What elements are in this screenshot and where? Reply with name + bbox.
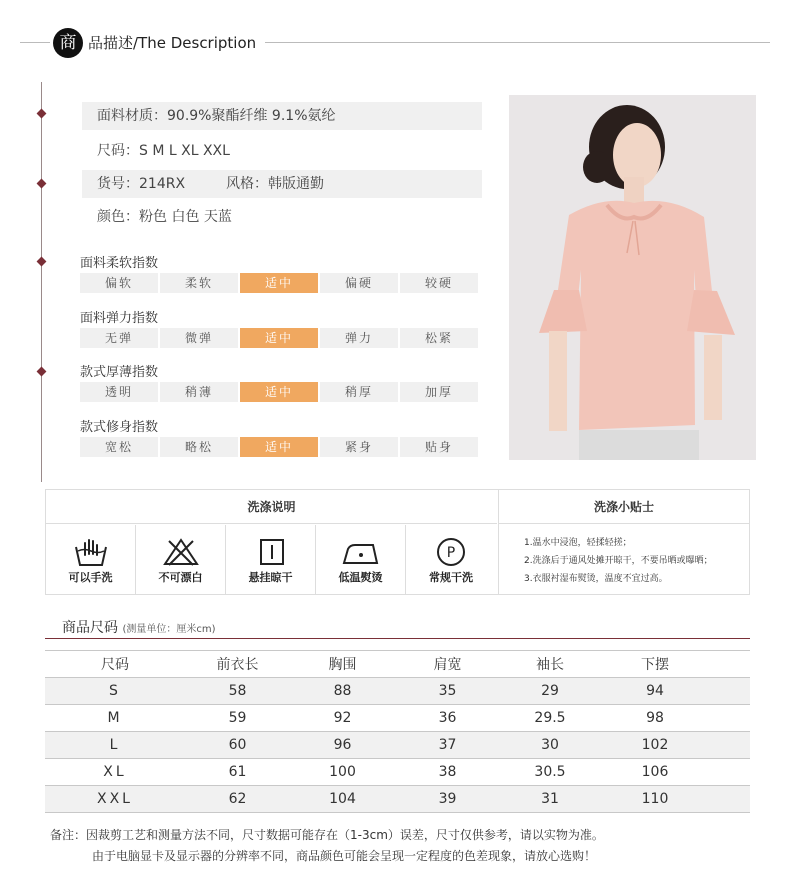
- table-cell: 61: [185, 759, 290, 786]
- info-colors: 颜色：粉色 白色 天蓝: [97, 209, 232, 225]
- table-row: [45, 678, 750, 705]
- index-option: 柔软: [160, 273, 238, 293]
- table-cell: 58: [185, 678, 290, 705]
- wash-label: 低温熨烫: [338, 571, 383, 584]
- table-cell: 106: [600, 759, 710, 786]
- timeline-dot: [37, 109, 47, 119]
- table-cell: 110: [600, 786, 710, 813]
- timeline-dot: [37, 257, 47, 267]
- wash-tip: 1.温水中浸泡，轻揉轻搓；: [524, 538, 632, 548]
- table-pad-cell: [710, 651, 750, 678]
- wash-label: 不可漂白: [158, 571, 203, 584]
- table-cell: 29.5: [500, 705, 600, 732]
- wash-divider: [498, 490, 499, 594]
- wash-item: [226, 525, 316, 594]
- wash-tip: 3.衣服衬湿布熨烫，温度不宜过高。: [524, 574, 668, 584]
- index-option: 无弹: [80, 328, 158, 348]
- wash-tips-title: 洗涤小贴士: [499, 490, 749, 524]
- table-cell: 96: [290, 732, 395, 759]
- index-option: 较硬: [400, 273, 478, 293]
- index-option: 宽松: [80, 437, 158, 457]
- wash-tips: [524, 534, 713, 588]
- index-scale: [80, 328, 478, 348]
- table-cell: 39: [395, 786, 500, 813]
- wash-item: [136, 525, 226, 594]
- size-table: [45, 650, 750, 813]
- low-temp-iron-icon: [341, 537, 381, 567]
- info-item-no: 货号：214RX: [97, 176, 186, 192]
- index-option: 偏软: [80, 273, 158, 293]
- table-pad-cell: [710, 759, 750, 786]
- wash-label: 可以手洗: [68, 571, 113, 584]
- header-divider-left: [20, 42, 50, 43]
- table-cell: 98: [600, 705, 710, 732]
- table-cell: 38: [395, 759, 500, 786]
- wash-instructions-title: 洗涤说明: [46, 490, 497, 524]
- timeline-line: [41, 82, 42, 482]
- table-cell: 104: [290, 786, 395, 813]
- table-cell: 30.5: [500, 759, 600, 786]
- table-cell: 37: [395, 732, 500, 759]
- table-cell: XL: [45, 759, 185, 786]
- table-cell: M: [45, 705, 185, 732]
- info-item-row: [82, 170, 482, 198]
- product-photo: [509, 95, 756, 460]
- info-material: 面料材质：90.9%聚酯纤维 9.1%氨纶: [82, 102, 482, 130]
- wash-label: 悬挂晾干: [248, 571, 293, 584]
- table-pad-cell: [710, 786, 750, 813]
- index-scale: [80, 273, 478, 293]
- table-header-cell: 胸围: [290, 651, 395, 678]
- index-option: 透明: [80, 382, 158, 402]
- table-cell: 59: [185, 705, 290, 732]
- timeline-dot: [37, 367, 47, 377]
- index-option: 加厚: [400, 382, 478, 402]
- info-style: 风格：韩版通勤: [225, 176, 324, 192]
- table-row: [45, 759, 750, 786]
- size-chart-title-text: 商品尺码: [62, 620, 118, 636]
- index-option: 稍厚: [320, 382, 398, 402]
- index-option-selected: 适中: [240, 328, 318, 348]
- svg-text:P: P: [446, 545, 456, 561]
- table-cell: 30: [500, 732, 600, 759]
- table-cell: 88: [290, 678, 395, 705]
- table-cell: 36: [395, 705, 500, 732]
- table-row: [45, 705, 750, 732]
- index-option-selected: 适中: [240, 273, 318, 293]
- header-badge: 商: [53, 28, 83, 58]
- table-cell: L: [45, 732, 185, 759]
- table-cell: 62: [185, 786, 290, 813]
- index-option: 微弹: [160, 328, 238, 348]
- wash-tip: 2.洗涤后于通风处摊开晾干，不要吊晒或曝晒；: [524, 556, 713, 566]
- table-header-cell: 肩宽: [395, 651, 500, 678]
- index-option-selected: 适中: [240, 382, 318, 402]
- index-title: 款式修身指数: [80, 420, 159, 435]
- table-cell: 35: [395, 678, 500, 705]
- index-option: 松紧: [400, 328, 478, 348]
- info-sizes: 尺码：S M L XL XXL: [97, 143, 230, 159]
- index-title: 面料弹力指数: [80, 311, 159, 326]
- wash-item: [316, 525, 406, 594]
- table-cell: 29: [500, 678, 600, 705]
- table-pad-cell: [710, 732, 750, 759]
- wash-item: [46, 525, 136, 594]
- note-line: 由于电脑显卡及显示器的分辨率不同，商品颜色可能会呈现一定程度的色差现象，请放心选购！: [92, 849, 597, 863]
- header-divider-right: [265, 42, 770, 43]
- index-option: 贴身: [400, 437, 478, 457]
- wash-label: 常规干洗: [429, 571, 473, 584]
- table-header-cell: 袖长: [500, 651, 600, 678]
- table-pad-cell: [710, 678, 750, 705]
- table-cell: 100: [290, 759, 395, 786]
- index-option: 弹力: [320, 328, 398, 348]
- table-header-cell: 下摆: [600, 651, 710, 678]
- dry-clean-icon: [433, 537, 469, 567]
- index-scale: [80, 382, 478, 402]
- hang-dry-icon: [253, 537, 289, 567]
- index-option: 紧身: [320, 437, 398, 457]
- index-title: 面料柔软指数: [80, 256, 159, 271]
- table-pad-cell: [710, 705, 750, 732]
- size-chart-title: [62, 617, 216, 637]
- size-chart-unit: (测量单位：厘米cm): [122, 624, 216, 635]
- note-line: 备注：因裁剪工艺和测量方法不同，尺寸数据可能存在（1-3cm）误差，尺寸仅供参考，请以实物为准。: [50, 828, 604, 842]
- section-title: 品描述/The Description: [88, 34, 257, 52]
- no-bleach-icon: [163, 537, 199, 567]
- table-cell: 60: [185, 732, 290, 759]
- table-cell: 31: [500, 786, 600, 813]
- index-option: 偏硬: [320, 273, 398, 293]
- table-header-cell: 前衣长: [185, 651, 290, 678]
- timeline-dot: [37, 179, 47, 189]
- table-header-cell: 尺码: [45, 651, 185, 678]
- size-chart-rule: [45, 638, 750, 639]
- index-option: 稍薄: [160, 382, 238, 402]
- hand-wash-icon: [73, 537, 109, 567]
- table-cell: S: [45, 678, 185, 705]
- table-cell: XXL: [45, 786, 185, 813]
- wash-item: [406, 525, 496, 594]
- index-option-selected: 适中: [240, 437, 318, 457]
- table-cell: 102: [600, 732, 710, 759]
- table-cell: 92: [290, 705, 395, 732]
- index-scale: [80, 437, 478, 457]
- index-option: 略松: [160, 437, 238, 457]
- table-row: [45, 732, 750, 759]
- table-header-row: [45, 651, 750, 678]
- table-cell: 94: [600, 678, 710, 705]
- index-title: 款式厚薄指数: [80, 365, 159, 380]
- table-row: [45, 786, 750, 813]
